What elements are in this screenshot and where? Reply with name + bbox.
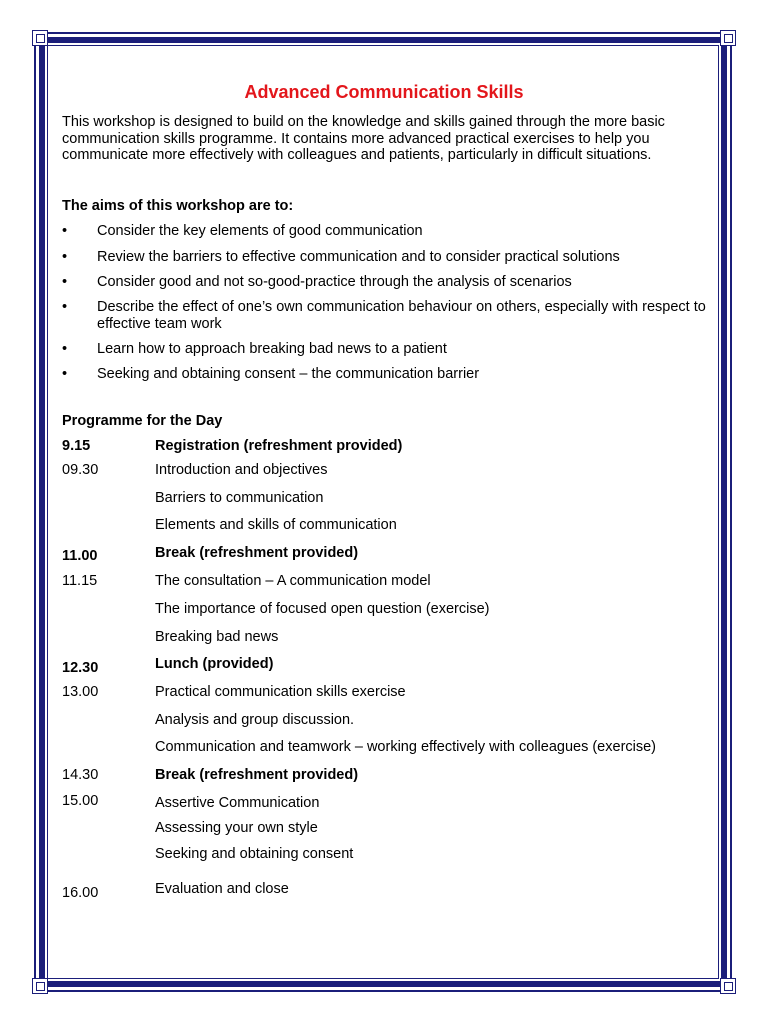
schedule-time: 12.30: [62, 660, 99, 676]
schedule-item: Barriers to communication: [155, 490, 324, 506]
aim-text: Review the barriers to effective communication and to consider practical solutions: [97, 249, 620, 265]
schedule-time: 14.30: [62, 767, 99, 783]
schedule-item: Breaking bad news: [155, 629, 279, 645]
schedule-item: Break (refreshment provided): [155, 545, 359, 561]
schedule-time: 15.00: [62, 793, 99, 809]
bullet-icon: •: [62, 274, 68, 290]
bullet-icon: •: [62, 249, 68, 265]
schedule-time: 9.15: [62, 438, 91, 454]
schedule-item: Introduction and objectives: [155, 462, 328, 478]
schedule-item: Seeking and obtaining consent: [155, 846, 354, 862]
schedule-time: 09.30: [62, 462, 99, 478]
aim-text: Describe the effect of one’s own communication behaviour on others, especially with respect to effective team work: [97, 299, 706, 332]
schedule-item: Lunch (provided): [155, 656, 274, 672]
corner-ornament-top-right: [720, 30, 736, 46]
bullet-icon: •: [62, 366, 68, 382]
schedule-item: The importance of focused open question (exercise): [155, 601, 490, 617]
aims-heading: The aims of this workshop are to:: [62, 198, 294, 214]
aim-text: Consider the key elements of good communication: [97, 223, 423, 239]
schedule-item: Assessing your own style: [155, 820, 318, 836]
bullet-icon: •: [62, 299, 68, 315]
corner-ornament-bottom-left: [32, 978, 48, 994]
schedule-item: Elements and skills of communication: [155, 517, 397, 533]
schedule-item: Communication and teamwork – working effectively with colleagues (exercise): [155, 739, 657, 755]
schedule-item: Registration (refreshment provided): [155, 438, 403, 454]
schedule-time: 16.00: [62, 885, 99, 901]
schedule-item: Break (refreshment provided): [155, 767, 359, 783]
page-title: Advanced Communication Skills: [244, 82, 524, 102]
schedule-item: Analysis and group discussion.: [155, 712, 355, 728]
schedule-item: Practical communication skills exercise: [155, 684, 406, 700]
schedule-item: Assertive Communication: [155, 795, 320, 811]
programme-heading: Programme for the Day: [62, 413, 223, 429]
page-border-inner: [47, 45, 719, 979]
schedule-item: Evaluation and close: [155, 881, 289, 897]
bullet-icon: •: [62, 341, 68, 357]
schedule-time: 11.15: [62, 573, 98, 589]
intro-paragraph: This workshop is designed to build on the knowledge and skills gained through the more basic communication skills programme. It contains more advanced practical exercises to help you communicate more effectively with colleagues and patients, particularly in difficult situations.: [62, 114, 665, 163]
aim-text: Learn how to approach breaking bad news to a patient: [97, 341, 447, 357]
schedule-time: 11.00: [62, 548, 98, 564]
corner-ornament-bottom-right: [720, 978, 736, 994]
schedule-time: 13.00: [62, 684, 99, 700]
schedule-item: The consultation – A communication model: [155, 573, 431, 589]
aim-text: Seeking and obtaining consent – the communication barrier: [97, 366, 480, 382]
bullet-icon: •: [62, 223, 68, 239]
aim-text: Consider good and not so-good-practice through the analysis of scenarios: [97, 274, 572, 290]
corner-ornament-top-left: [32, 30, 48, 46]
